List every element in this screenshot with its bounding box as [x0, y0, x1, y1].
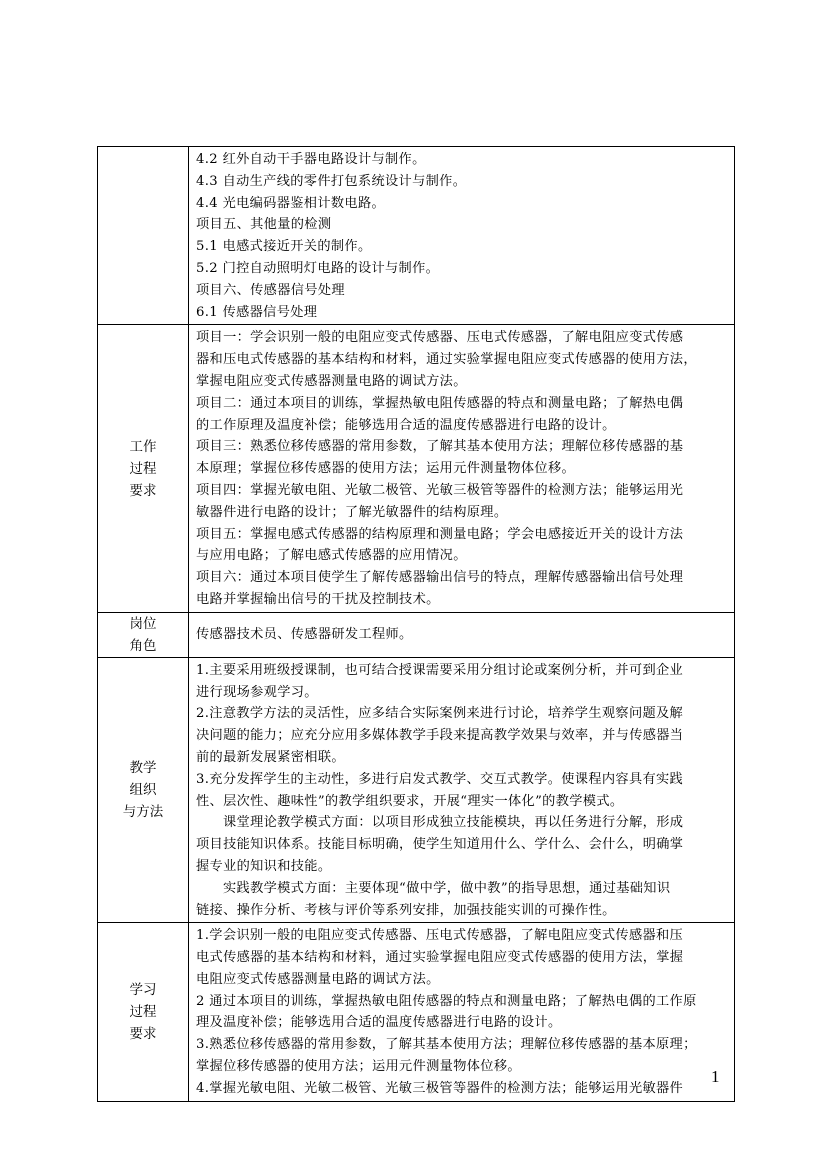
label-line: 组织 [129, 782, 157, 799]
content-line: 2.注意教学方法的灵活性，应多结合实际案例来进行讨论，培养学生观察问题及解 [196, 706, 684, 722]
content-line: 电式传感器的基本结构和材料，通过实验掌握电阻应变式传感器的使用方法，掌握 [196, 950, 684, 966]
content-line: 掌握位移传感器的使用方法；运用元件测量物体位移。 [196, 1059, 521, 1075]
content-line: 决问题的能力；应充分应用多媒体教学手段来提高教学效果与效率，并与传感器当 [196, 728, 684, 744]
content-line: 器和压电式传感器的基本结构和材料，通过实验掌握电阻应变式传感器的使用方法， [196, 352, 697, 368]
row-content [189, 612, 735, 657]
content-line: 4.4 光电编码器鉴相计数电路。 [196, 195, 386, 211]
content-line: 握专业的知识和技能。 [196, 858, 332, 874]
row-label-learning-process [98, 923, 189, 1101]
table-row-job-role [98, 612, 735, 657]
content-line: 项目六、传感器信号处理 [196, 282, 345, 298]
content-line: 掌握电阻应变式传感器测量电路的调试方法。 [196, 373, 467, 389]
table-row-work-process [98, 325, 735, 612]
label-line: 要求 [129, 482, 157, 499]
row-content [189, 923, 735, 1101]
content-line: 理及温度补偿；能够选用合适的温度传感器进行电路的设计。 [196, 1015, 562, 1031]
content-line: 项目一：学会识别一般的电阻应变式传感器、压电式传感器，了解电阻应变式传感 [196, 330, 684, 346]
content-line-indented: 课堂理论教学模式方面：以项目形成独立技能模块，再以任务进行分解，形成 [223, 815, 684, 831]
content-line: 项目六：通过本项目使学生了解传感器输出信号的特点，理解传感器输出信号处理 [196, 570, 684, 586]
content-line: 6.1 传感器信号处理 [196, 304, 318, 320]
content-line: 本原理；掌握位移传感器的使用方法；运用元件测量物体位移。 [196, 461, 576, 477]
table-row-teaching-methods [98, 657, 735, 923]
content-line: 进行现场参观学习。 [196, 684, 318, 700]
course-info-table [97, 146, 735, 1102]
label-line: 要求 [129, 1025, 157, 1042]
label-line: 角色 [129, 637, 157, 654]
content-line: 链接、操作分析、考核与评价等系列安排，加强技能实训的可操作性。 [196, 902, 616, 918]
page-number: 1 [711, 1067, 720, 1086]
content-line: 项目三：熟悉位移传感器的常用参数，了解其基本使用方法；理解位移传感器的基 [196, 439, 684, 455]
content-line: 电阻应变式传感器测量电路的调试方法。 [196, 971, 440, 987]
content-line: 项目五：掌握电感式传感器的结构原理和测量电路；学会电感接近开关的设计方法 [196, 526, 684, 542]
content-line: 5.1 电感式接近开关的制作。 [196, 239, 372, 255]
content-line: 性、层次性、趣味性”的教学组织要求，开展“理实一体化”的教学模式。 [196, 793, 624, 809]
row-label-teaching-methods [98, 657, 189, 923]
content-line-indented: 实践教学模式方面：主要体现“做中学，做中教”的指导思想，通过基础知识 [223, 880, 671, 896]
label-line: 教学 [129, 760, 157, 777]
label-line: 过程 [129, 1003, 157, 1020]
content-line: 1.学会识别一般的电阻应变式传感器、压电式传感器，了解电阻应变式传感器和压 [196, 928, 684, 944]
content-line: 4.3 自动生产线的零件打包系统设计与制作。 [196, 173, 467, 189]
content-line: 前的最新发展紧密相联。 [196, 749, 345, 765]
content-line: 电路并掌握输出信号的干扰及控制技术。 [196, 591, 440, 607]
content-line: 2 通过本项目的训练，掌握热敏电阻传感器的特点和测量电路；了解热电偶的工作原 [196, 993, 697, 1009]
content-line: 3.熟悉位移传感器的常用参数，了解其基本使用方法；理解位移传感器的基本原理； [196, 1037, 697, 1053]
content-line: 1.主要采用班级授课制，也可结合授课需要采用分组讨论或案例分析，并可到企业 [196, 662, 684, 678]
table-row-learning-process [98, 923, 735, 1101]
label-line: 工作 [129, 438, 157, 455]
row-content [189, 147, 735, 325]
label-line: 过程 [129, 460, 157, 477]
content-line: 3.充分发挥学生的主动性，多进行启发式教学、交互式教学。使课程内容具有实践 [196, 771, 684, 787]
row-content [189, 657, 735, 923]
content-line: 项目五、其他量的检测 [196, 217, 332, 233]
content-line: 的工作原理及温度补偿；能够选用合适的温度传感器进行电路的设计。 [196, 417, 616, 433]
label-line: 岗位 [129, 615, 157, 632]
content-line: 传感器技术员、传感器研发工程师。 [196, 627, 413, 643]
table-row-continued-items [98, 147, 735, 325]
content-line: 4.掌握光敏电阻、光敏二极管、光敏三极管等器件的检测方法；能够运用光敏器件 [196, 1080, 684, 1096]
label-line: 学习 [129, 981, 157, 998]
label-line: 与方法 [122, 804, 164, 821]
content-line: 项目技能知识体系。技能目标明确，使学生知道用什么、学什么、会什么，明确掌 [196, 837, 684, 853]
row-label-job-role [98, 612, 189, 657]
row-label [98, 147, 189, 325]
row-content [189, 325, 735, 612]
content-line: 敏器件进行电路的设计；了解光敏器件的结构原理。 [196, 504, 508, 520]
content-line: 与应用电路；了解电感式传感器的应用情况。 [196, 548, 467, 564]
row-label-work-process [98, 325, 189, 612]
content-line: 4.2 红外自动干手器电路设计与制作。 [196, 152, 426, 167]
content-line: 项目四：掌握光敏电阻、光敏二极管、光敏三极管等器件的检测方法；能够运用光 [196, 482, 684, 498]
content-line: 5.2 门控自动照明灯电路的设计与制作。 [196, 260, 440, 276]
content-line: 项目二：通过本项目的训练，掌握热敏电阻传感器的特点和测量电路；了解热电偶 [196, 395, 684, 411]
